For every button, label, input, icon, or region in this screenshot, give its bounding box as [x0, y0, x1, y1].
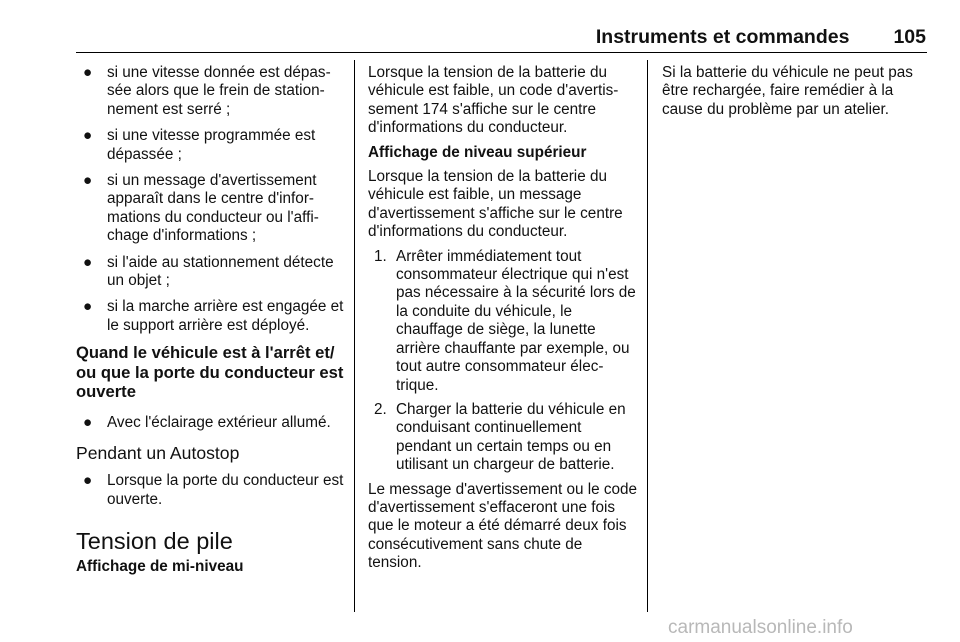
- list-item: ● Lorsque la porte du conducteur est ouverte.: [83, 472, 344, 508]
- heading-autostop: Pendant un Autostop: [76, 443, 240, 464]
- numbered-steps: [368, 248, 638, 475]
- list-item: ● si la marche arrière est engagée et le support arrière est déployé.: [83, 298, 344, 334]
- list-item: ● Avec l'éclairage extérieur allumé.: [83, 413, 331, 431]
- page-number: 105: [893, 26, 926, 48]
- subheading-mid-level: Affichage de mi-niveau: [76, 558, 244, 575]
- heading-vehicle-stopped: Quand le véhicule est à l'arrêt et/ ou que la porte du conducteur est ouverte: [76, 343, 344, 402]
- paragraph-low-voltage-message: Lorsque la tension de la batterie du véhicule est faible, un message d'avertissement s'affiche sur le centre d'informations du conducteur.: [368, 168, 623, 241]
- bullet-icon: ●: [83, 472, 93, 490]
- subheading-upper-level: Affichage de niveau supérieur: [368, 143, 587, 161]
- list-item: ● si une vitesse donnée est dépassée alors que le frein de stationnement est serré ;: [83, 64, 331, 118]
- bullet-list-autostop: [76, 472, 344, 509]
- bullet-list-conditions: [76, 64, 344, 335]
- watermark: carmanualsonline.info: [668, 617, 853, 638]
- column-2: [368, 64, 638, 579]
- list-item: ● si l'aide au stationnement détecte un objet ;: [83, 253, 334, 290]
- list-item: 1. Arrêter immédiatement tout consommateur électrique qui n'est pas nécessaire à la sécurité lors de la conduite du véhicule, le chauffage de siège, la lunette arrière chauffante par exemple, ou tout autre consommateur électrique.: [374, 247, 636, 394]
- column-divider-2: [647, 60, 648, 612]
- bullet-icon: ●: [83, 298, 93, 316]
- column-3: [662, 64, 930, 125]
- list-item: 2. Charger la batterie du véhicule en conduisant continuellement pendant un certain temps ou en utilisant un chargeur de batterie.: [374, 400, 626, 474]
- bullet-icon: ●: [83, 172, 93, 190]
- column-divider-1: [354, 60, 355, 612]
- bullet-icon: ●: [83, 253, 93, 271]
- bullet-list-stopped: [76, 414, 344, 432]
- step-number: 1.: [374, 247, 387, 265]
- section-title: Instruments et commandes: [595, 26, 850, 48]
- step-number: 2.: [374, 400, 387, 418]
- list-item: ● si une vitesse programmée est dépassée ;: [83, 127, 316, 163]
- bullet-icon: ●: [83, 64, 93, 81]
- bullet-icon: ●: [83, 127, 93, 145]
- paragraph-message-clear: Le message d'avertissement ou le code d'avertissement s'effaceront une fois que le moteur a été démarré deux fois consécutivement sans chute de tension.: [368, 480, 638, 572]
- heading-battery-voltage: Tension de pile: [76, 528, 233, 554]
- column-1: [76, 64, 344, 576]
- list-item: ● si un message d'avertissement apparaît dans le centre d'informations du conducteur ou l'affichage d'informations ;: [83, 172, 319, 245]
- header-rule: [76, 52, 927, 53]
- bullet-icon: ●: [83, 413, 93, 431]
- paragraph-low-voltage-code: Lorsque la tension de la batterie du véhicule est faible, un code d'avertissement 174 s'affiche sur le centre d'informations du conducteur.: [368, 64, 619, 137]
- page-header: [76, 26, 926, 52]
- paragraph-workshop: Si la batterie du véhicule ne peut pas être rechargée, faire remédier à la cause du problème par un atelier.: [662, 64, 913, 118]
